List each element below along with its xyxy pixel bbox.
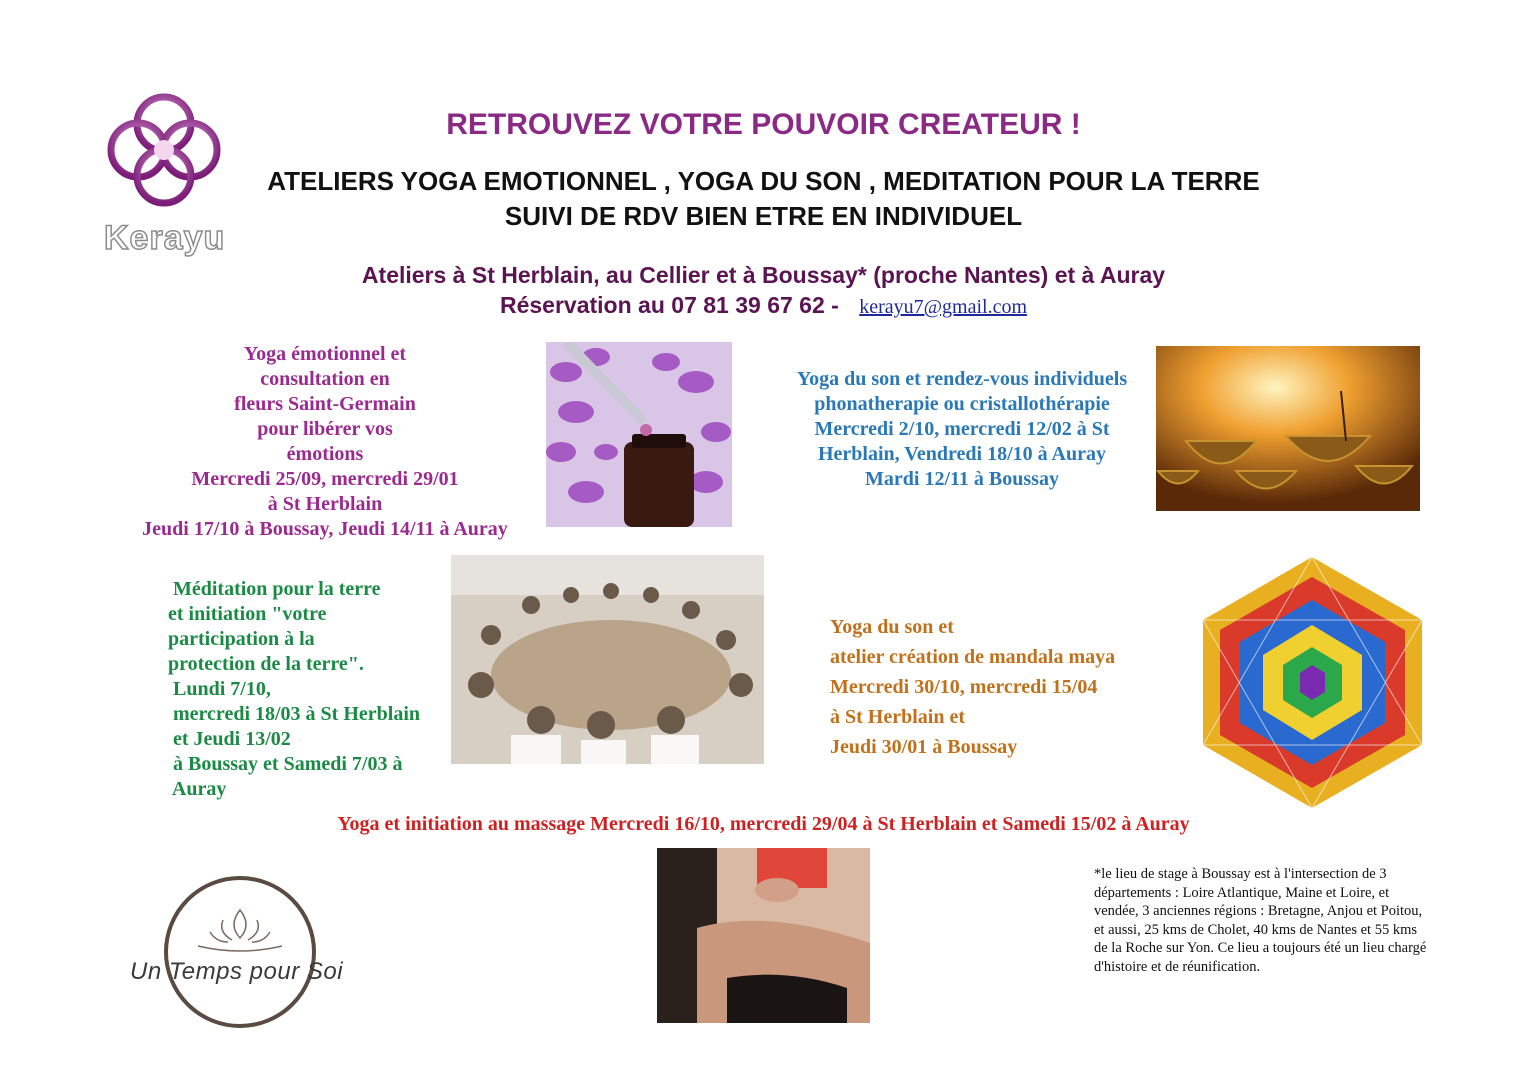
- meditation-block: [168, 577, 458, 802]
- kerayu-logo-text: Kerayu: [104, 219, 226, 257]
- subtitle-line-1: ATELIERS YOGA EMOTIONNEL , YOGA DU SON , MEDITATION POUR LA TERRE: [267, 166, 1260, 196]
- text-line: Jeudi 30/01 à Boussay: [830, 736, 1018, 758]
- text-line: et initiation "votre: [168, 603, 327, 625]
- text-line: Méditation pour la terre: [168, 578, 381, 600]
- un-temps-pour-soi-text: Un Temps pour Soi: [130, 958, 344, 985]
- subtitle-line-2: SUIVI DE RDV BIEN ETRE EN INDIVIDUEL: [504, 201, 1023, 231]
- text-line: à Boussay et Samedi 7/03 à: [168, 753, 403, 775]
- page-title: RETROUVEZ VOTRE POUVOIR CREATEUR !: [446, 108, 1081, 141]
- text-line: Mercredi 25/09, mercredi 29/01: [191, 468, 459, 490]
- meditation-circle-image: [451, 555, 764, 764]
- text-line: à St Herblain et: [830, 706, 965, 728]
- text-line: atelier création de mandala maya: [830, 646, 1116, 668]
- text-line: mercredi 18/03 à St Herblain: [168, 703, 421, 725]
- text-line: Mercredi 30/10, mercredi 15/04: [830, 676, 1098, 698]
- text-line: Jeudi 17/10 à Boussay, Jeudi 14/11 à Auray: [142, 518, 508, 540]
- yoga-son-block: [776, 367, 1148, 492]
- text-line: Yoga émotionnel et: [243, 343, 407, 365]
- text-line: Mardi 12/11 à Boussay: [865, 468, 1059, 490]
- massage-image: [657, 848, 870, 1023]
- text-line: pour libérer vos: [257, 418, 393, 440]
- text-line: phonatherapie ou cristallothérapie: [814, 393, 1110, 415]
- singing-bowls-image: [1156, 346, 1420, 511]
- reservation-line: [0, 292, 1527, 319]
- lotus-circle-icon: [128, 870, 368, 1030]
- text-line: Yoga du son et rendez-vous individuels: [796, 368, 1128, 390]
- email-link[interactable]: kerayu7@gmail.com: [859, 296, 1027, 318]
- text-line: fleurs Saint-Germain: [234, 393, 416, 415]
- text-line: Auray: [168, 778, 227, 800]
- mandala-block: [830, 612, 1170, 762]
- yoga-emotionnel-block: [120, 342, 530, 542]
- text-line: consultation en: [260, 368, 390, 390]
- un-temps-pour-soi-logo: [128, 870, 368, 1030]
- text-line: protection de la terre".: [168, 653, 364, 675]
- text-line: à St Herblain: [267, 493, 383, 515]
- footnote: *le lieu de stage à Boussay est à l'intersection de 3 départements : Loire Atlantique, Maine et Loire, et vendée, 3 anciennes régions : Bretagne, Anjou et Poitou, et aussi, 25 kms de Cholet, 40 kms de Nantes et 55 kms de la Roche sur Yon. Ce lieu a toujours été un lieu chargé d'histoire et de réunification.: [1094, 866, 1427, 975]
- massage-line: Yoga et initiation au massage Mercredi 16/10, mercredi 29/04 à St Herblain et Samedi 15/02 à Auray: [337, 813, 1190, 835]
- text-line: participation à la: [168, 628, 315, 650]
- text-line: Yoga du son et: [830, 616, 954, 638]
- text-line: Herblain, Vendredi 18/10 à Auray: [817, 443, 1106, 465]
- text-line: Mercredi 2/10, mercredi 12/02 à St: [814, 418, 1110, 440]
- reservation-phone: Réservation au 07 81 39 67 62 -: [499, 292, 839, 318]
- text-line: émotions: [286, 443, 364, 465]
- ateliers-locations: Ateliers à St Herblain, au Cellier et à Boussay* (proche Nantes) et à Auray: [361, 262, 1166, 288]
- mandala-image: [1200, 555, 1425, 810]
- text-line: et Jeudi 13/02: [168, 728, 291, 750]
- flower-essence-image: [546, 342, 732, 527]
- text-line: Lundi 7/10,: [168, 678, 271, 700]
